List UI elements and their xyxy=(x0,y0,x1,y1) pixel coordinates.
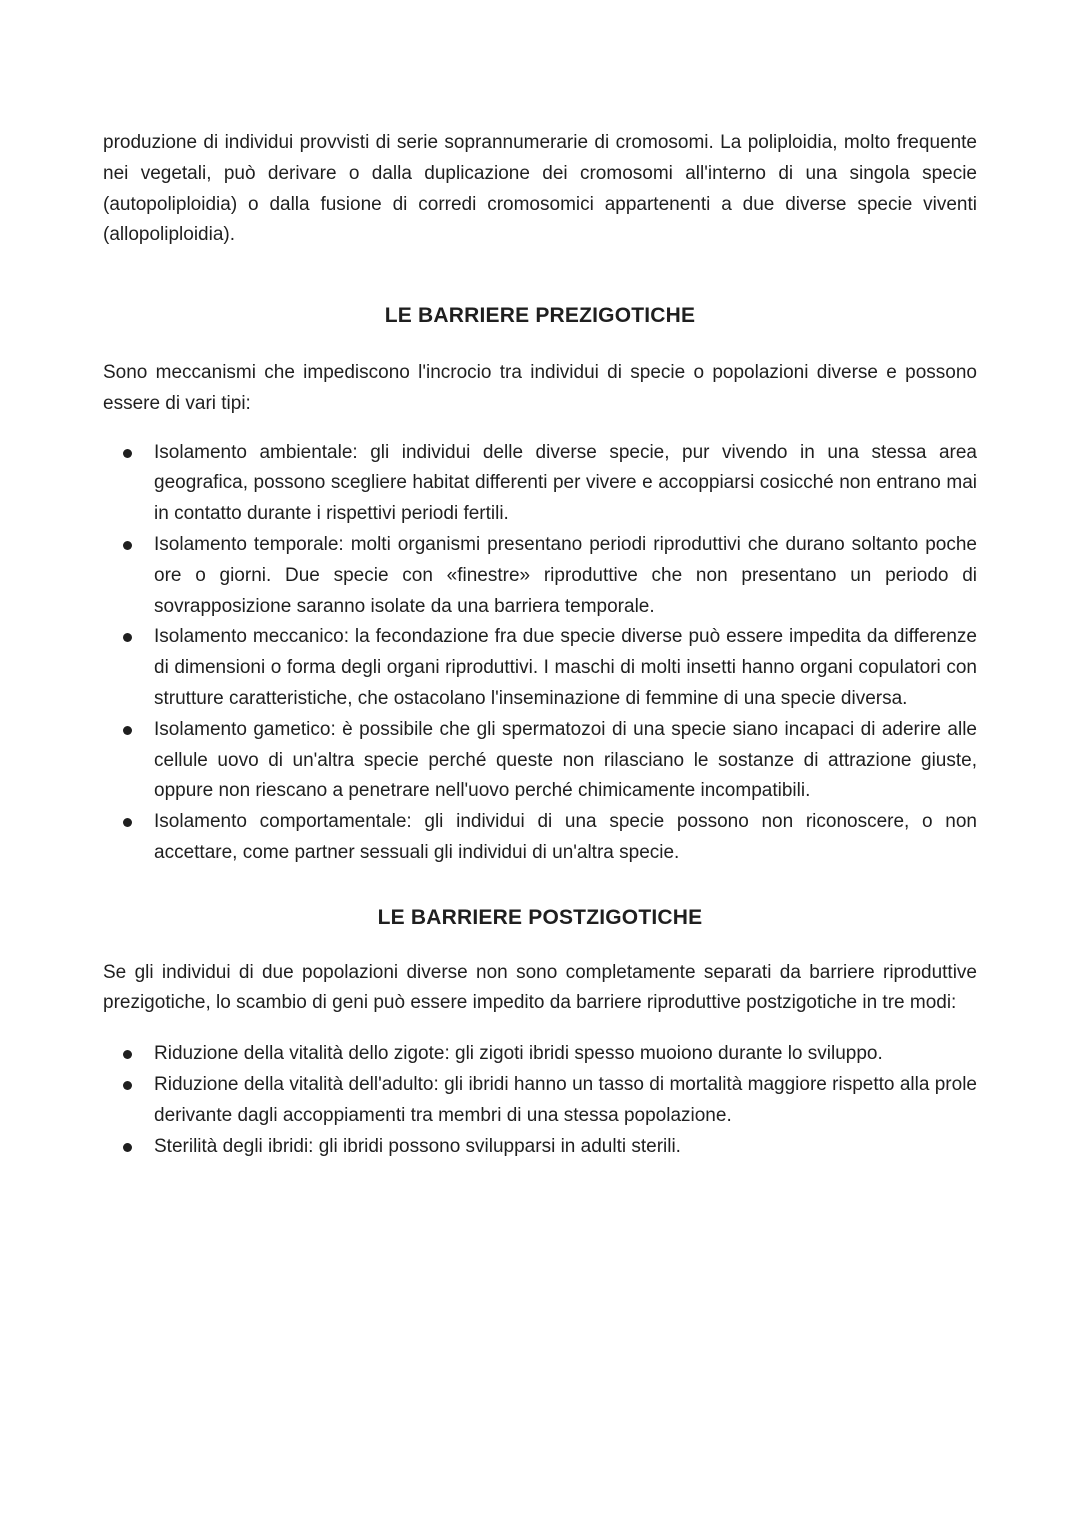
prezygotic-intro-paragraph: Sono meccanismi che impediscono l'incrocio tra individui di specie o popolazioni diverse e possono essere di vari tipi: xyxy=(103,361,977,414)
list-item-text: Isolamento meccanico: la fecondazione fra due specie diverse può essere impedita da differenze di dimensioni o forma degli organi riproduttivi. I maschi di molti insetti hanno organi copulatori con strutture caratteristiche, che ostacolano l'inseminazione di femmine di una specie diversa. xyxy=(154,626,977,709)
heading-prezygotic-barriers: LE BARRIERE PREZIGOTICHE xyxy=(384,304,696,328)
list-item xyxy=(103,438,977,530)
bullet-icon xyxy=(123,726,132,735)
list-item xyxy=(103,1070,977,1132)
intro-paragraph: produzione di individui provvisti di serie soprannumerarie di cromosomi. La poliploidia, molto frequente nei vegetali, può derivare o dalla duplicazione dei cromosomi all'interno di una singola specie (autopoliploidia) o dalla fusione di corredi cromosomici appartenenti a due diverse specie viventi (allopoliploidia). xyxy=(103,132,977,246)
postzygotic-list xyxy=(103,1039,977,1162)
list-item-text: Isolamento gametico: è possibile che gli spermatozoi di una specie siano incapaci di aderire alle cellule uovo di un'altra specie perché queste non rilasciano le sostanze di attrazione giuste, oppure non riescano a penetrare nell'uovo perché chimicamente incompatibili. xyxy=(154,718,977,802)
postzygotic-intro-paragraph: Se gli individui di due popolazioni diverse non sono completamente separati da barriere riproduttive prezigotiche, lo scambio di geni può essere impedito da barriere riproduttive postzigotiche in tre modi: xyxy=(103,961,977,1014)
bullet-icon xyxy=(123,541,132,550)
bullet-icon xyxy=(123,1050,132,1059)
bullet-icon xyxy=(123,1081,132,1090)
prezygotic-list xyxy=(103,438,977,869)
bullet-icon xyxy=(123,449,132,458)
document-page xyxy=(103,128,977,1162)
list-item xyxy=(103,622,977,714)
list-item xyxy=(103,530,977,622)
list-item-text: Isolamento ambientale: gli individui delle diverse specie, pur vivendo in una stessa area geografica, possono scegliere habitat differenti per vivere e accoppiarsi cosicché non entrano mai in contatto durante i rispettivi periodi fertili. xyxy=(154,441,977,525)
list-item-text: Sterilità degli ibridi: gli ibridi possono svilupparsi in adulti sterili. xyxy=(154,1135,681,1157)
list-item xyxy=(103,1132,977,1163)
list-item-text: Isolamento temporale: molti organismi presentano periodi riproduttivi che durano soltanto poche ore o giorni. Due specie con «finestre» riproduttive che non presentano un periodo di sovrapposizione saranno isolate da una barriera temporale. xyxy=(154,533,977,617)
heading-postzygotic-barriers: LE BARRIERE POSTZIGOTICHE xyxy=(377,905,703,929)
list-item xyxy=(103,807,977,869)
list-item xyxy=(103,715,977,807)
list-item-text: Riduzione della vitalità dell'adulto: gli ibridi hanno un tasso di mortalità maggiore rispetto alla prole derivante dagli accoppiamenti tra membri di una stessa popolazione. xyxy=(154,1073,977,1126)
list-item xyxy=(103,1039,977,1070)
list-item-text: Isolamento comportamentale: gli individui di una specie possono non riconoscere, o non accettare, come partner sessuali gli individui di un'altra specie. xyxy=(154,811,977,863)
bullet-icon xyxy=(123,818,132,827)
list-item-text: Riduzione della vitalità dello zigote: gli zigoti ibridi spesso muoiono durante lo sviluppo. xyxy=(154,1043,883,1065)
bullet-icon xyxy=(123,633,132,642)
bullet-icon xyxy=(123,1143,132,1152)
